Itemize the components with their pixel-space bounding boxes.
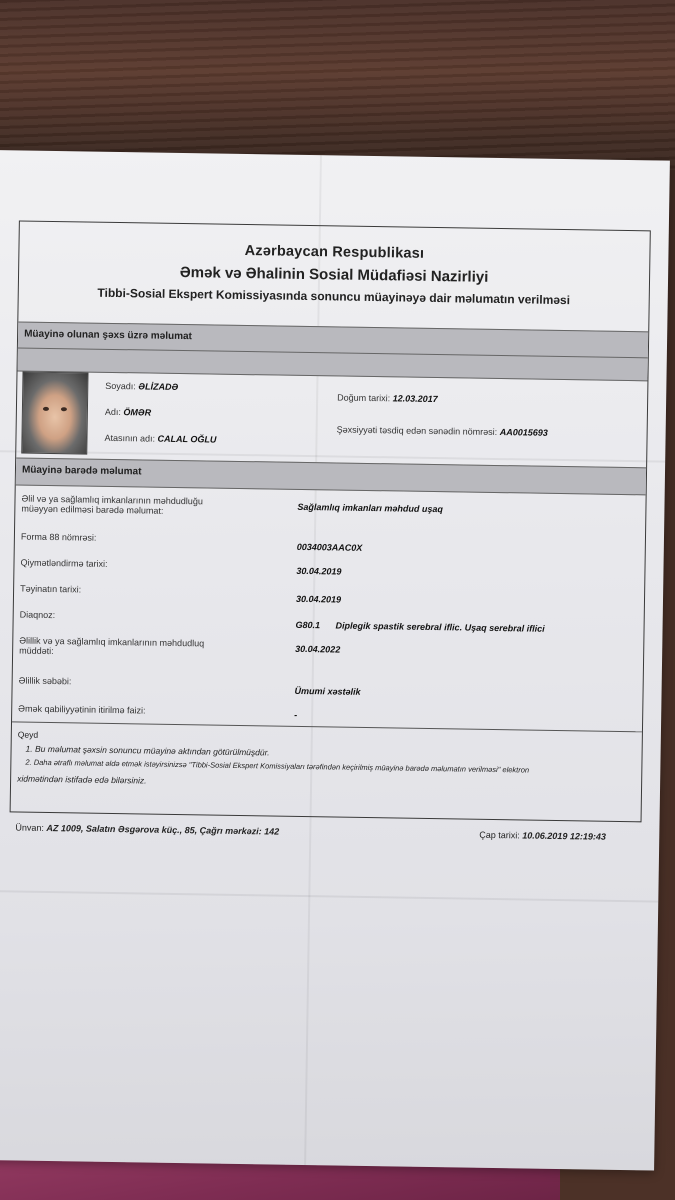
note-2: 2. Daha ətraflı məlumat əldə etmək istəyirsinizsə "Tibbi-Sosial Ekspert Komissiyaları tərəfindən keçirilmiş müayinə barədə məlumatın verilməsi" elektron xyxy=(25,757,530,775)
disability-cause-value: Ümumi xəstəlik xyxy=(294,685,361,697)
father-name-value: CALAL OĞLU xyxy=(157,433,217,445)
diagnosis-value: Diplegik spastik serebral iflic. Uşaq serebral iflici xyxy=(335,620,545,634)
form88-label: Forma 88 nömrəsi: xyxy=(20,531,97,543)
exam-section-title: Müayinə barədə məlumat xyxy=(21,464,142,478)
disability-cause-label: Əlillik səbəbi: xyxy=(18,675,72,687)
name-row: Adı: ÖMƏR xyxy=(104,406,152,418)
assessment-date-label: Qiymətləndirmə tarixi: xyxy=(20,557,108,569)
photo-eye xyxy=(43,407,49,411)
diagnosis-code: G80.1 xyxy=(295,619,321,631)
diagnosis-label: Diaqnoz: xyxy=(19,609,56,621)
address-value: AZ 1009, Salatın Əsgərova küç., 85, Çağrı mərkəzi: 142 xyxy=(46,822,280,837)
id-number-value: AA0015693 xyxy=(499,427,548,438)
address-footer: Ünvan: AZ 1009, Salatın Əsgərova küç., 85, Çağrı mərkəzi: 142 xyxy=(15,822,280,837)
disability-status-value: Sağlamlıq imkanları məhdud uşaq xyxy=(297,501,444,515)
country-title: Azərbaycan Respublikası xyxy=(244,243,425,262)
duration-label: Əlillik və ya sağlamlıq imkanlarının məhdudluq müddəti: xyxy=(19,635,205,657)
surname-row: Soyadı: ƏLİZADƏ xyxy=(105,380,179,392)
assessment-date-value: 30.04.2019 xyxy=(296,565,342,577)
notes-title: Qeyd xyxy=(17,729,39,740)
wooden-table-background xyxy=(0,0,675,170)
person-photo xyxy=(21,372,88,455)
disability-status-label: Əlil və ya sağlamlıq imkanlarının məhdudluğu müəyyən edilməsi barədə məlumat: xyxy=(21,493,203,516)
name-value: ÖMƏR xyxy=(123,407,152,418)
document-paper xyxy=(0,150,670,1171)
paper-fold xyxy=(0,890,658,903)
dob-value: 12.03.2017 xyxy=(392,393,438,405)
duration-value: 30.04.2022 xyxy=(295,643,341,655)
assignment-date-label: Təyinatın tarixi: xyxy=(20,583,82,595)
ministry-title: Əmək və Əhalinin Sosial Müdafiəsi Nazirliyi xyxy=(179,263,489,286)
work-capacity-loss-value: - xyxy=(294,709,298,720)
form88-value: 0034003AAC0X xyxy=(296,541,363,553)
dob-row: Doğum tarixi: 12.03.2017 xyxy=(337,392,438,405)
father-name-row: Atasının adı: CALAL OĞLU xyxy=(104,432,217,445)
surname-value: ƏLİZADƏ xyxy=(138,381,179,392)
exam-section-header xyxy=(16,457,646,495)
note-1: 1. Bu məlumat şəxsin sonuncu müayinə aktından götürülmüşdür. xyxy=(25,743,270,758)
print-date-value: 10.06.2019 12:19:43 xyxy=(522,830,606,842)
photo-eye xyxy=(61,407,67,411)
document-subtitle: Tibbi-Sosial Ekspert Komissiyasında sonuncu müayinəyə dair məlumatın verilməsi xyxy=(97,285,571,308)
document-header xyxy=(19,239,650,308)
id-document-row: Şəxsiyyəti təsdiq edən sənədin nömrəsi: AA0015693 xyxy=(336,424,548,438)
note-3: xidmətindən istifadə edə bilərsiniz. xyxy=(17,773,147,786)
document-frame xyxy=(10,220,651,822)
divider xyxy=(12,721,642,732)
person-section-title: Müayinə olunan şəxs üzrə məlumat xyxy=(24,328,193,343)
work-capacity-loss-label: Əmək qabiliyyətinin itirilmə faizi: xyxy=(18,703,146,716)
print-date-footer: Çap tarixi: 10.06.2019 12:19:43 xyxy=(479,829,606,842)
assignment-date-value: 30.04.2019 xyxy=(295,593,342,605)
